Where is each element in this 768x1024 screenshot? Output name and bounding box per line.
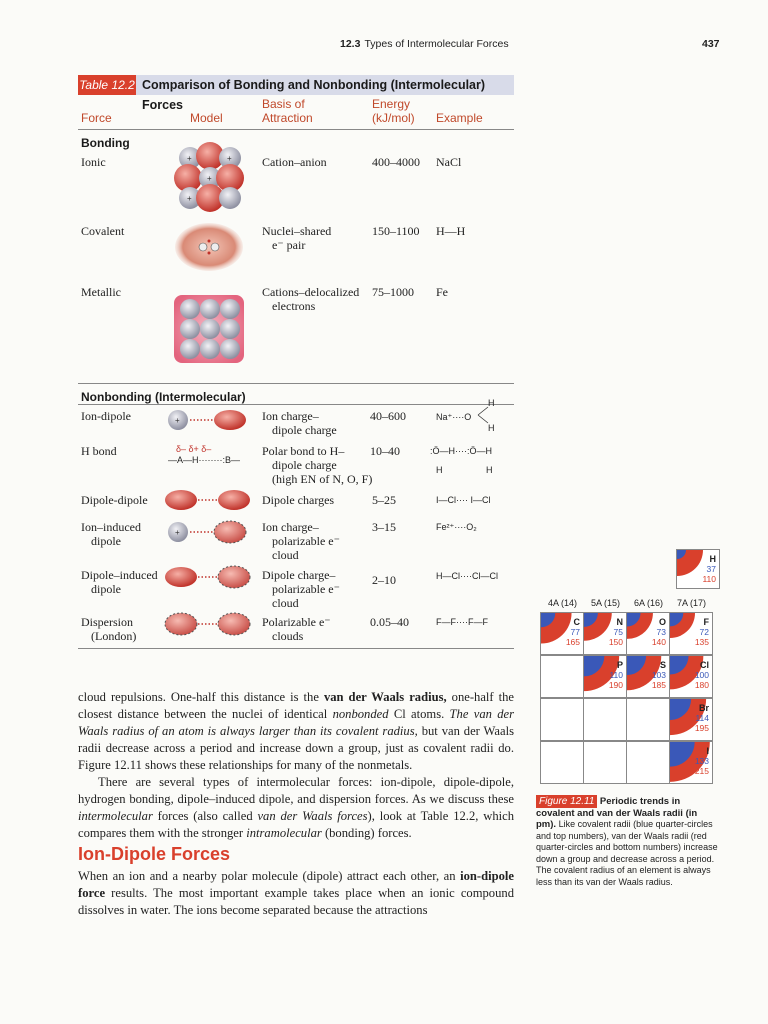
- element-tile-H: H 37 110: [676, 549, 720, 589]
- dipole-induced-dipole-model: [164, 564, 252, 590]
- covalent-radius: 72: [699, 627, 709, 637]
- basis-h-bond-1: Polar bond to H–: [262, 444, 345, 458]
- basis-ion-induced-2: polarizable e⁻: [272, 534, 340, 548]
- vdw-radius: 215: [694, 766, 709, 776]
- example-ion-induced: Fe²⁺····O₂: [436, 522, 477, 532]
- covalent-radius: 114: [695, 713, 709, 723]
- covalent-radius: 110: [609, 670, 623, 680]
- basis-ion-induced-1: Ion charge–: [262, 520, 319, 534]
- vdw-radius: 135: [694, 637, 709, 647]
- ion-induced-dipole-model: [166, 518, 250, 546]
- empty-tile: [583, 741, 627, 784]
- paragraph-ion-dipole: When an ion and a nearby polar molecule (dipole) attract each other, an ion-dipole force results. The most important example takes place when an ionic compound dissolves in water. The ions become separated because the attractions: [78, 869, 514, 917]
- table-bottom-rule: [78, 648, 514, 649]
- energy-dipole-dipole: 5–25: [372, 493, 396, 507]
- basis-metallic-1: Cations–delocalized: [262, 285, 360, 299]
- col-basis-2: Attraction: [262, 111, 313, 125]
- covalent-radius: 75: [613, 627, 623, 637]
- element-symbol: N: [616, 617, 623, 627]
- svg-text:+: +: [207, 174, 212, 183]
- element-symbol: Br: [698, 703, 709, 713]
- section-heading: Ion-Dipole Forces: [78, 844, 231, 864]
- energy-ion-induced: 3–15: [372, 520, 396, 534]
- figure-caption-text: Like covalent radii (blue quarter-circles and top numbers), van der Waals radii (red quarter-circles and bottom numbers) increase down a group and decrease across a period. The covalent radius of an element is always less than its van der Waals radius.: [536, 819, 718, 887]
- header-rule: [78, 129, 514, 130]
- force-dipole-dipole: Dipole-dipole: [81, 493, 148, 507]
- ion-dipole-model: [166, 406, 250, 434]
- vdw-radius: 150: [608, 637, 623, 647]
- basis-dipole-induced-2: polarizable e⁻: [272, 582, 340, 596]
- section-header: 12.3 Types of Intermolecular Forces: [340, 38, 509, 50]
- group-label-4A: 4A (14): [548, 598, 578, 608]
- basis-dispersion-1: Polarizable e⁻: [262, 615, 331, 629]
- svg-text:+: +: [187, 194, 192, 203]
- example-dispersion: F—F····F—F: [436, 617, 488, 627]
- example-metallic: Fe: [436, 285, 448, 299]
- element-tile-P: [583, 655, 627, 698]
- element-tile-C: [540, 612, 584, 655]
- force-dipole-induced-2: dipole: [91, 582, 121, 596]
- basis-dipole-induced-3: cloud: [272, 596, 299, 610]
- covalent-radius: 100: [694, 670, 709, 680]
- example-dipole-dipole: I—Cl···· I—Cl: [436, 495, 491, 505]
- col-example: Example: [436, 111, 483, 125]
- basis-ion-induced-3: cloud: [272, 548, 299, 562]
- energy-metallic: 75–1000: [372, 285, 414, 299]
- element-tile-N: [583, 612, 627, 655]
- example-ion-dipole: Na⁺····O: [436, 412, 472, 422]
- example-ion-dipole-h2: H: [488, 423, 495, 433]
- element-tile-S: [626, 655, 670, 698]
- page-number: 437: [702, 38, 720, 50]
- example-h-bond: :Ö—H····:Ö—H: [430, 446, 492, 456]
- vdw-radius: 190: [608, 680, 623, 690]
- element-symbol: S: [659, 660, 666, 670]
- element-symbol: I: [706, 746, 709, 756]
- energy-ionic: 400–4000: [372, 155, 420, 169]
- vdw-radius: 195: [694, 723, 709, 733]
- example-covalent: H—H: [436, 224, 466, 238]
- example-ion-dipole-h1: H: [488, 398, 495, 408]
- element-symbol: Cl: [700, 660, 709, 670]
- basis-dipole-induced-1: Dipole charge–: [262, 568, 336, 582]
- col-energy-1: Energy: [372, 97, 411, 111]
- basis-covalent-1: Nuclei–shared: [262, 224, 332, 238]
- ion-dipole-bonds: [476, 404, 492, 426]
- example-ionic: NaCl: [436, 155, 462, 169]
- energy-dispersion: 0.05–40: [370, 615, 409, 629]
- hbond-model: —A—H········:B—: [168, 455, 240, 465]
- force-ionic: Ionic: [81, 155, 106, 169]
- element-tile-I: [669, 741, 713, 784]
- svg-text:+: +: [187, 154, 192, 163]
- energy-dipole-induced: 2–10: [372, 573, 396, 587]
- table-tag: Table 12.2: [78, 75, 136, 95]
- basis-dipole-dipole: Dipole charges: [262, 493, 335, 507]
- force-covalent: Covalent: [81, 224, 125, 238]
- covalent-radius: 77: [570, 627, 580, 637]
- force-ion-induced-1: Ion–induced: [81, 520, 141, 534]
- basis-h-bond-2: dipole charge: [272, 458, 337, 472]
- covalent-radius: 73: [656, 627, 666, 637]
- dispersion-model: [164, 610, 252, 638]
- empty-tile: [583, 698, 627, 741]
- element-tile-Br: [669, 698, 713, 741]
- energy-covalent: 150–1100: [372, 224, 420, 238]
- hbond-partial-charges: δ– δ+ δ–: [176, 444, 212, 454]
- basis-covalent-2: e⁻ pair: [272, 238, 306, 252]
- basis-ionic: Cation–anion: [262, 155, 327, 169]
- group-nonbonding: Nonbonding (Intermolecular): [81, 390, 246, 404]
- force-h-bond: H bond: [81, 444, 117, 458]
- paragraph-vdw-radius: cloud repulsions. One-half this distance is the van der Waals radius, one-half the closest distance between the nuclei of identical nonbonded Cl atoms. The van der Waals radius of an atom is always larger than its covalent radius, but van der Waals radii decrease across a period and increase down a group, just as covalent radii do. Figure 12.11 shows these relationships for many of the nonmetals.: [78, 690, 514, 772]
- col-model: Model: [190, 111, 223, 125]
- basis-dispersion-2: clouds: [272, 629, 304, 643]
- element-symbol: C: [573, 617, 580, 627]
- group-label-7A: 7A (17): [677, 598, 707, 608]
- group-label-5A: 5A (15): [591, 598, 621, 608]
- group-bonding: Bonding: [81, 136, 130, 150]
- example-h-bond-h2: H: [486, 465, 493, 475]
- empty-tile: [540, 741, 584, 784]
- basis-ion-dipole-1: Ion charge–: [262, 409, 319, 423]
- example-dipole-induced: H—Cl····Cl—Cl: [436, 571, 498, 581]
- energy-h-bond: 10–40: [370, 444, 400, 458]
- metallic-model: [172, 293, 246, 365]
- empty-tile: [626, 698, 670, 741]
- vdw-radius: 140: [651, 637, 666, 647]
- element-symbol: F: [703, 617, 709, 627]
- group-rule-2: [78, 404, 514, 405]
- force-dispersion-2: (London): [91, 629, 137, 643]
- vdw-radius: 165: [565, 637, 580, 647]
- col-basis-1: Basis of: [262, 97, 305, 111]
- element-tile-O: [626, 612, 670, 655]
- basis-metallic-2: electrons: [272, 299, 316, 313]
- empty-tile: [540, 698, 584, 741]
- vdw-radius: 185: [651, 680, 666, 690]
- group-rule: [78, 383, 514, 384]
- vdw-radius: 180: [694, 680, 709, 690]
- dipole-dipole-model: [164, 488, 252, 512]
- figure-caption: [536, 796, 718, 888]
- col-energy-2: (kJ/mol): [372, 111, 415, 125]
- force-dispersion-1: Dispersion: [81, 615, 133, 629]
- basis-ion-dipole-2: dipole charge: [272, 423, 337, 437]
- figure-tag: Figure 12.11: [536, 795, 597, 808]
- covalent-radius: 103: [651, 670, 666, 680]
- table-title: Comparison of Bonding and Nonbonding (Intermolecular) Forces: [142, 78, 486, 112]
- force-metallic: Metallic: [81, 285, 121, 299]
- empty-tile: [626, 741, 670, 784]
- element-symbol: P: [616, 660, 623, 670]
- figure-title: Periodic trends in covalent and van der Waals radii (in pm).: [536, 796, 698, 830]
- svg-text:+: +: [175, 528, 180, 537]
- col-force: Force: [81, 111, 112, 125]
- svg-text:+: +: [175, 416, 180, 425]
- example-h-bond-h1: H: [436, 465, 443, 475]
- group-label-6A: 6A (16): [634, 598, 664, 608]
- basis-h-bond-3: (high EN of N, O, F): [272, 472, 373, 486]
- ionic-lattice-model: [172, 140, 246, 212]
- energy-ion-dipole: 40–600: [370, 409, 406, 423]
- covalent-radius: 133: [694, 756, 709, 766]
- svg-text:+: +: [227, 154, 232, 163]
- force-ion-dipole: Ion-dipole: [81, 409, 131, 423]
- empty-tile: [540, 655, 584, 698]
- element-tile-Cl: [669, 655, 713, 698]
- paragraph-intermolecular: There are several types of intermolecular forces: ion-dipole, dipole-dipole, hydrogen bonding, dipole–induced dipole, and dispersion forces. As we discuss these intermolecular forces (also called van der Waals forces), look at Table 12.2, which compares them with the stronger intramolecular (bonding) forces.: [78, 775, 515, 840]
- force-ion-induced-2: dipole: [91, 534, 121, 548]
- element-tile-F: [669, 612, 713, 655]
- covalent-model: [174, 222, 244, 272]
- force-dipole-induced-1: Dipole–induced: [81, 568, 158, 582]
- element-symbol: O: [658, 617, 666, 627]
